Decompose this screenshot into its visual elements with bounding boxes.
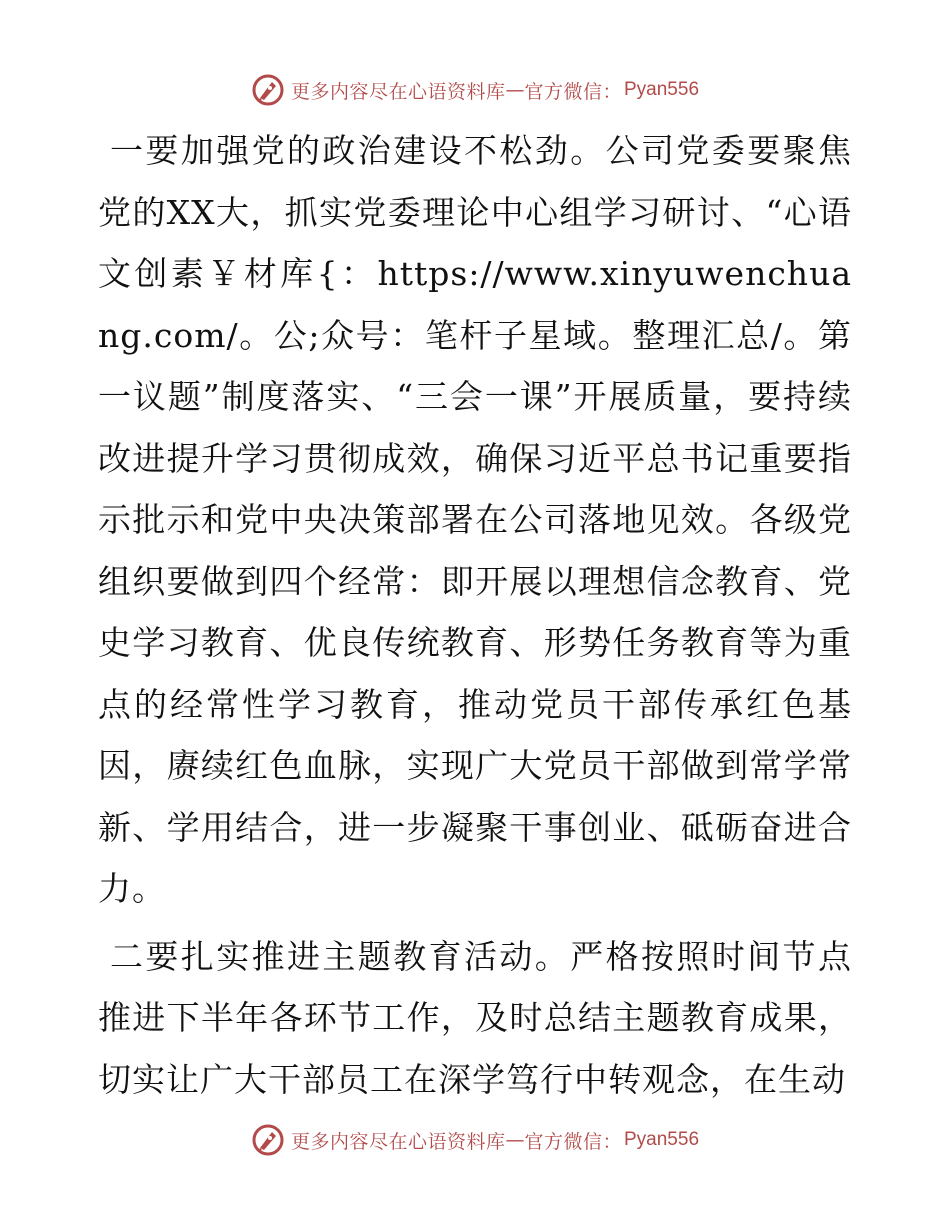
banner-title: 更多内容尽在心语资料库 [290,1130,506,1153]
footer-banner [0,1120,950,1160]
banner-separator: — [505,1129,525,1151]
pen-nib-logo-icon [251,73,285,107]
paragraph-2: 二要扎实推进主题教育活动。严格按照时间节点推进下半年各环节工作，及时总结主题教育成果，切实让广大干部员工在深学笃行中转观念，在生动 [98,936,852,1099]
pen-nib-logo-icon [251,1123,285,1157]
banner-contact-id: Pyan556 [624,79,700,100]
banner-title: 更多内容尽在心语资料库 [290,80,506,103]
banner-contact-label: 官方微信： [524,80,622,103]
header-banner [0,70,950,110]
banner-contact-id: Pyan556 [624,1129,700,1150]
banner-separator: — [505,79,525,101]
paragraph-1: 一要加强党的政治建设不松劲。公司党委要聚焦党的XX大，抓实党委理论中心组学习研讨、“心语文创素￥材库{：https://www.xinyuwenchuang.com/。公;众号：笔杆子星域。整理汇总/。第一议题”制度落实、“三会一课”开展质量，要持续改进提升学习贯彻成效，确保习近平总书记重要指示批示和党中央决策部署在公司落地见效。各级党组织要做到四个经常：即开展以理想信念教育、党史学习教育、优良传统教育、形势任务教育等为重点的经常性学习教育，推动党员干部传承红色基因，赓续红色血脉，实现广大党员干部做到常学常新、学用结合，进一步凝聚干事创业、砥砺奋进合力。 [98,131,852,908]
banner-contact-label: 官方微信： [524,1130,622,1153]
document-body [98,120,852,1110]
